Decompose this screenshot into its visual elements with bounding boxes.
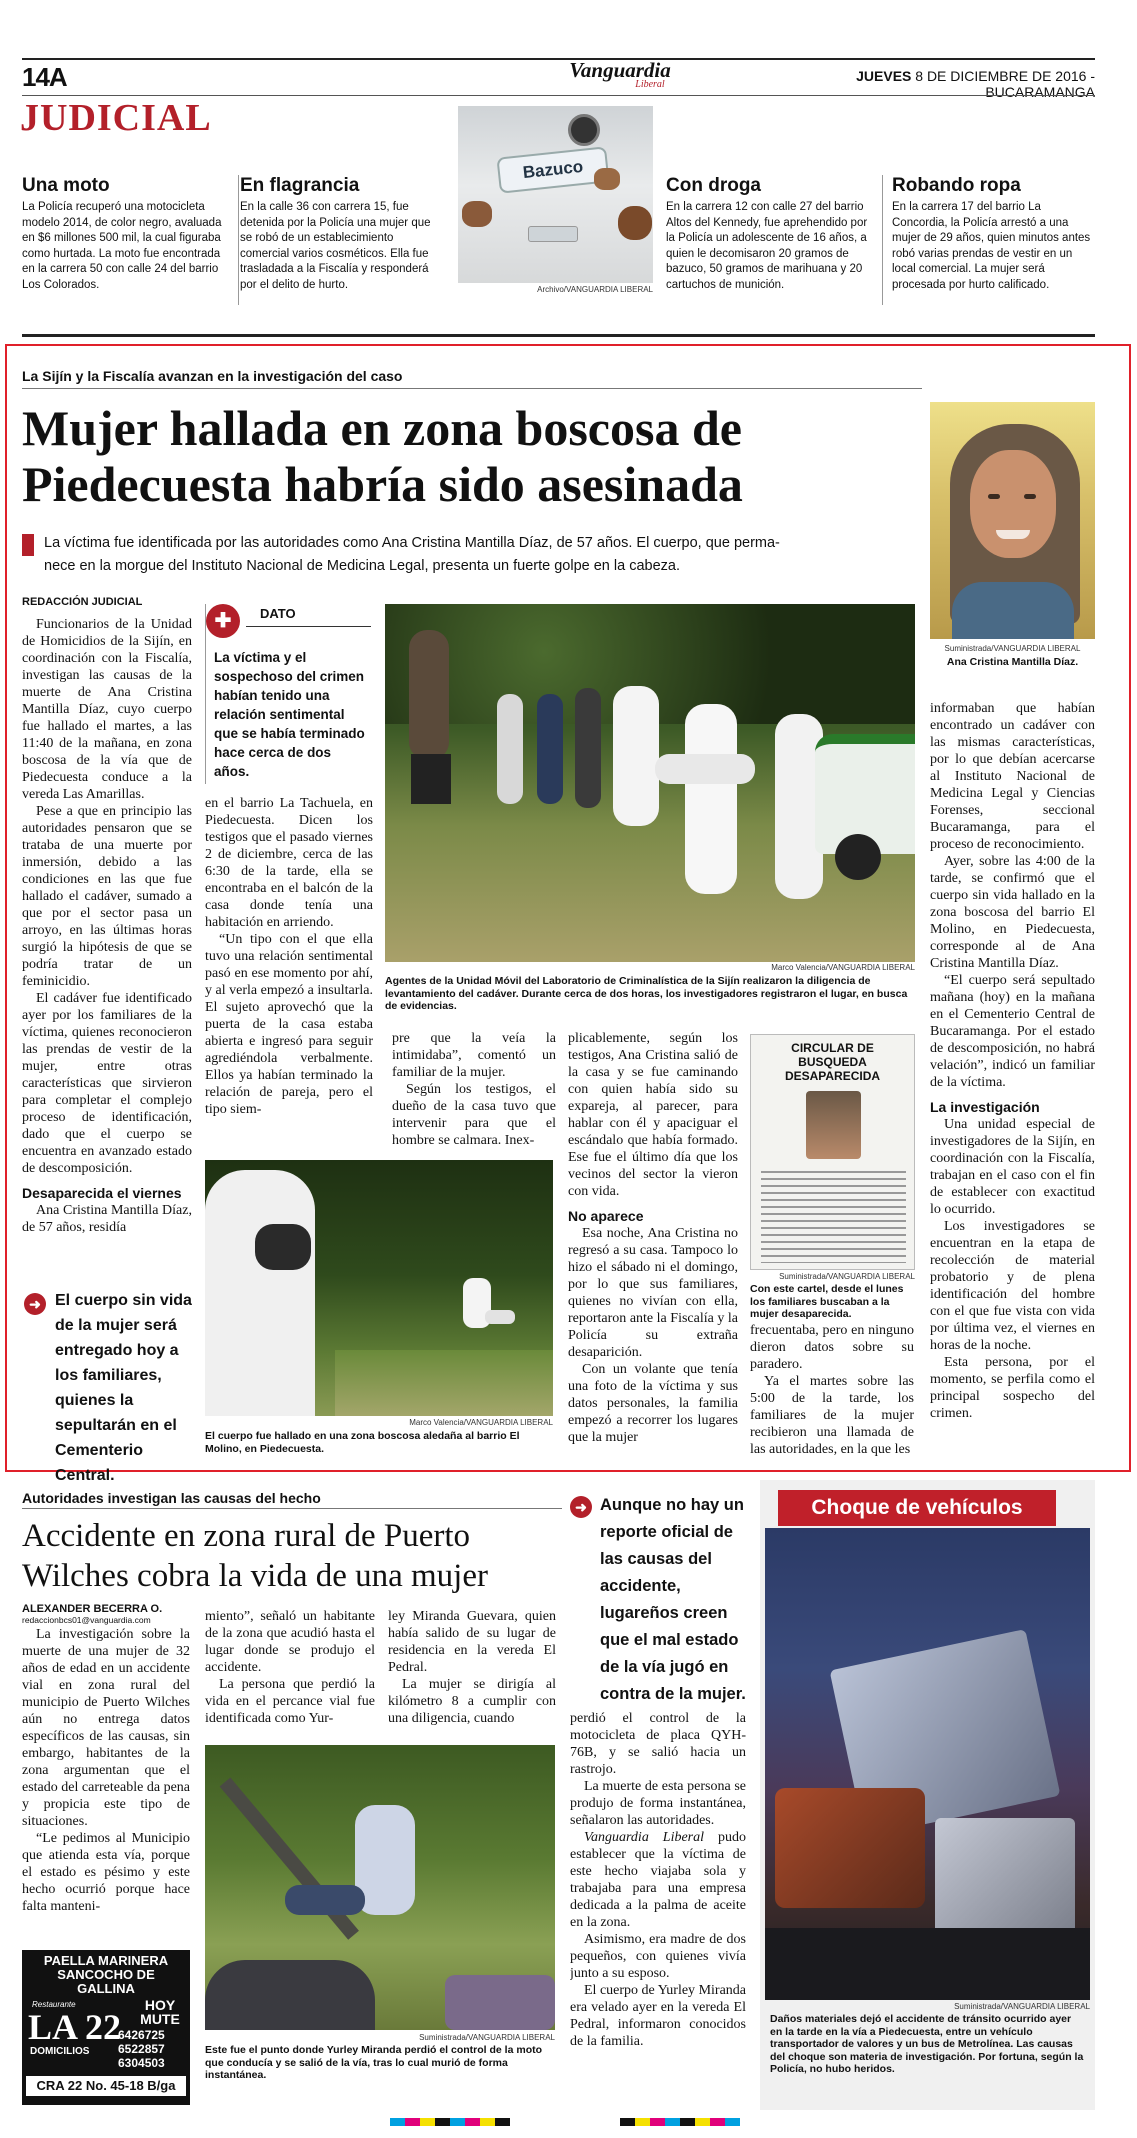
restaurant-ad[interactable]: PAELLA MARINERA SANCOCHO DE GALLINA Restaurante LA 22 DOMICILIOS HOY MUTE 6426725 6522857 6304503 CRA 22 No. 45-18 B/ga: [22, 1950, 190, 2105]
bazuco-photo: [458, 106, 653, 283]
page-number: 14A: [22, 62, 67, 92]
crash-photo: [765, 1528, 1090, 2000]
main-byline: REDACCIÓN JUDICIAL: [22, 596, 143, 608]
column-divider: [238, 175, 239, 305]
victim-portrait: [930, 402, 1095, 639]
second-column-1: La investigación sobre la muerte de una mujer de 32 años de edad en un accidente vial en zona rural del municipio de Puerto Wilches aún no entrega datos específicos de las causas, sin embargo, habitantes de la zona argumentan que el estado del carreteable da pena y propicia este tipo de situaciones. “Le pedimos al Municipio que atienda esta vía, porque el estado es pésimo y este hecho ocurrió porque hace falta manteni-: [22, 1627, 190, 1914]
second-column-2: miento”, señaló un habitante de la zona que acudió hasta el lugar donde se produjo el accidente. La persona que perdió la vida en el percance vial fue identificada como Yur-: [205, 1609, 375, 1726]
kicker-rule: [22, 388, 922, 389]
portrait-caption: Ana Cristina Mantilla Díaz.: [946, 656, 1079, 668]
info-icon: ✚: [206, 604, 240, 638]
second-photo-credit: Suministrada/VANGUARDIA LIBERAL: [419, 2033, 555, 2042]
forensic-suit: [613, 686, 659, 826]
main-column-5: frecuentaba, pero en ninguno dieron datos sobre su paradero. Ya el martes sobre las 5:00 de la tarde, los familiares de la mujer recibieron una llamada de las autoridades, en la que les: [750, 1323, 914, 1457]
main-column-2: en el barrio La Tachuela, en Piedecuesta. Dicen los testigos que el pasado viernes 2 de diciembre, cerca de las 6:30 de la tarde, ella se encontraba en el balcón de la casa donde tenía una habitación en arriendo. “Un tipo con el que ella tuvo una relación sentimental pasó en ese momento por ahí, y al verla empezó a insultarla. El sujeto aprovechó que la puerta de la casa estaba abierta e ingresó para seguir agrediéndola verbalmente. Ellos ya habían terminado la relación de pareja, pero el tipo siem-: [205, 796, 373, 1117]
brief-con-droga: Con droga En la carrera 12 con calle 27 del barrio Altos del Kennedy, fue aprehendido por la Policía un adolescente de 16 años, a quien le decomisaron 20 gramos de bazuco, 50 gramos de marihuana y 20 cartuchos de munición.: [666, 175, 868, 291]
masthead-logo: Vanguardia Liberal: [569, 58, 671, 90]
main-headline: Mujer hallada en zona boscosa de Piedecuesta habría sido asesinada: [22, 400, 743, 512]
column-divider: [882, 175, 883, 305]
crash-caption: Daños materiales dejó el accidente de tránsito ocurrido ayer en la tarde en la vía a Piedecuesta, entre un vehículo transportador de valores y un bus de Metrolínea. Las causas del choque son materia de investigación. Por fortuna, según la Policía, no hubo heridos.: [770, 2013, 1084, 2075]
photo1-caption: Agentes de la Unidad Móvil del Laboratorio de Criminalística de la Sijín realizaron la diligencia de levantamiento del cadáver. Durante cerca de dos horas, los investigadores registraron el lugar, en busca de evidencias.: [385, 975, 908, 1012]
ad-phones: 6426725 6522857 6304503: [118, 2028, 165, 2070]
crime-scene-photo: [385, 604, 915, 962]
issue-date: JUEVES 8 DE DICIEMBRE DE 2016 - BUCARAMANGA: [856, 68, 1095, 100]
second-kicker: Autoridades investigan las causas del hecho: [22, 1490, 321, 1506]
main-column-1: Funcionarios de la Unidad de Homicidios de la Sijín, en coordinación con la Fiscalía, investigan las causas de la muerte de Ana Cristina Mantilla Díaz, cuyo cuerpo fue hallado el martes, a las 11:40 de la mañana, en zona boscosa de la vía que de Piedecuesta conduce a la vereda Las Amarillas. Pese a que en principio las autoridades pensaron que se trataba de una muerte por inmersión, debido a las condiciones en las que fue hallado el cadáver, sumado a que por el sector pasa un arroyo, en las últimas horas surgió la hipótesis de que se podría tratar de un feminicidio. El cadáver fue identificado ayer por los familiares de la víctima, quienes reconocieron las prendas de vestir de la mujer, entre otras características que sirvieron para completar el complejo proceso de identificación, dado que el cuerpo se encuentra en avanzado estado de descomposición. Desaparecida el viernes Ana Cristina Mantilla Díaz, de 57 años, residía: [22, 617, 192, 1235]
brief-una-moto: Una moto La Policía recuperó una motocicleta modelo 2014, de color negro, avaluada en $6 millones 500 mil, la cual figuraba como hurtada. La moto fue encontrada en la carrera 50 con calle 24 del barrio Los Colorados.: [22, 175, 222, 291]
dato-box: ✚ DATO La víctima y el sospechoso del crimen habían tenido una relación sentimental que se había terminado hace cerca de dos años.: [205, 604, 370, 784]
flyer-credit: Suministrada/VANGUARDIA LIBERAL: [779, 1272, 915, 1281]
forensic-suit: [685, 704, 737, 894]
portrait-credit: Suministrada/VANGUARDIA LIBERAL: [944, 644, 1081, 653]
second-pull-quote: Aunque no hay un reporte oficial de las causas del accidente, lugareños creen que el mal estado de la vía jugó en contra de la mujer.: [600, 1496, 746, 1703]
briefs-bottom-rule: [22, 334, 1095, 337]
section-title: JUDICIAL: [20, 97, 212, 139]
header-underline: [22, 95, 1095, 96]
kicker-rule: [22, 1508, 562, 1509]
forensic-suit: [205, 1170, 315, 1416]
second-photo-caption: Este fue el punto donde Yurley Miranda perdió el control de la moto que conducía y se salió de la vía, tras lo cual murió de forma instantánea.: [205, 2044, 543, 2081]
lead-marker: [22, 534, 34, 556]
motorcycle: [205, 1960, 375, 2030]
main-column-4: plicablemente, según los testigos, Ana Cristina salió de la casa y se fue caminando con quien había sido su expareja, al parecer, para hablar con él y apaciguar el escándalo que había formado. Ese fue el último día que los vecinos del sector la vieron con vida. No aparece Esa noche, Ana Cristina no regresó a su casa. Tampoco lo hizo el sábado ni el domingo, por lo que sus familiares, quienes no vivían con ella, reportaron ante la Fiscalía y la Policía su extraña desaparición. Con un volante que tenía una foto de la víctima y sus datos personales, la familia empezó a recorrer los lugares que la mujer: [568, 1031, 738, 1445]
main-lead: La víctima fue identificada por las autoridades como Ana Cristina Mantilla Díaz, de 57 años. El cuerpo, que perma- nece en la morgue del Instituto Nacional de Medicina Legal, presenta un fuerte golpe en la cabeza.: [44, 535, 780, 574]
brief-en-flagrancia: En flagrancia En la calle 36 con carrera 15, fue detenida por la Policía una mujer que se robó de un establecimiento comercial varios cosméticos. Ella fue trasladada a la Fiscalía y responderá por el delito de hurto.: [240, 175, 431, 291]
crash-label: Choque de vehículos: [778, 1490, 1056, 1526]
second-column-3: ley Miranda Guevara, quien había salido de su lugar de residencia en la vereda El Pedral. La mujer se dirigía al kilómetro 8 a cumplir con una diligencia, cuando: [388, 1609, 556, 1726]
color-registration-bar: [390, 2118, 510, 2126]
respirator-mask: [255, 1224, 311, 1270]
flyer-caption: Con este cartel, desde el lunes los familiares buscaban a la mujer desaparecida.: [750, 1283, 904, 1320]
dato-text: La víctima y el sospechoso del crimen habían tenido una relación sentimental que se había terminado hace cerca de dos años.: [214, 650, 365, 779]
brief-robando-ropa: Robando ropa En la carrera 17 del barrio La Concordia, la Policía arrestó a una mujer de 29 años, quien minutos antes robó varias prendas de vestir en un local comercial. La mujer será procesada por hurto calificado.: [892, 175, 1091, 291]
flyer-photo: [806, 1091, 861, 1159]
bazuco-photo-credit: Archivo/VANGUARDIA LIBERAL: [537, 285, 653, 294]
crash-credit: Suministrada/VANGUARDIA LIBERAL: [954, 2002, 1090, 2011]
person-silhouette: [409, 630, 449, 760]
main-column-3: pre que la veía la intimidaba”, comentó un familiar de la mujer. Según los testigos, el dueño de la casa tuvo que intervenir para que el hombre se calmara. Inex-: [392, 1031, 556, 1148]
ad-hoy-mute: HOY MUTE: [140, 1997, 180, 2027]
photo2-caption: El cuerpo fue hallado en una zona boscosa aledaña al barrio El Molino, en Piedecuesta.: [205, 1430, 520, 1455]
second-column-4: perdió el control de la motocicleta de placa QYH-76B, y se salió hacia un rastrojo. La muerte de esta persona se produjo de forma instantánea, señalaron las autoridades. Vanguardia Liberal pudo establecer que la víctima de este hecho viajaba sola y trabajaba para una empresa dedicada a la palma de aceite en la zona. Asimismo, era madre de dos pequeños, con quienes vivía junto a su esposo. El cuerpo de Yurley Miranda era velado ayer en la vereda El Pedral, informaron conocidos de la familia.: [570, 1711, 746, 2049]
photo2-credit: Marco Valencia/VANGUARDIA LIBERAL: [409, 1418, 553, 1427]
arrow-right-icon: ➜: [24, 1293, 46, 1315]
accident-site-photo: [205, 1745, 555, 2030]
color-registration-bar: [620, 2118, 740, 2126]
missing-person-flyer: CIRCULAR DE BUSQUEDA DESAPARECIDA: [750, 1034, 915, 1270]
second-byline: ALEXANDER BECERRA O.: [22, 1603, 163, 1615]
arrow-right-icon: ➜: [570, 1496, 592, 1518]
bazuco-bag-label: Bazuco: [496, 146, 609, 193]
forest-photo: [205, 1160, 553, 1416]
flyer-text-lines: [761, 1171, 906, 1263]
police-badge-icon: [568, 114, 600, 146]
second-email: redaccionbcs01@vanguardia.com: [22, 1615, 151, 1625]
photo1-credit: Marco Valencia/VANGUARDIA LIBERAL: [771, 963, 915, 972]
main-column-6: informaban que habían encontrado un cadáver con las mismas características, por lo que debían acercarse al Instituto Nacional de Medicina Legal y Ciencias Forenses, seccional Bucaramanga, para el proceso de reconocimiento. Ayer, sobre las 4:00 de la tarde, se confirmó que el cuerpo sin vida hallado en la zona boscosa del barrio El Molino, en Piedecuesta, corresponde al de Ana Cristina Mantilla Díaz. “El cuerpo será sepultado mañana (hoy) en la mañana en el Cementerio Central de Bucaramanga. Por el estado de descomposición, no habrá velación”, indicó un familiar de la víctima. La investigación Una unidad especial de investigadores de la Sijín, en coordinación con la Fiscalía, trabajan en el caso con el fin de establecer con exactitud lo ocurrido. Los investigadores se encuentran en la etapa de recolección de material probatorio y de plena identificación del hombre con el que fue vista con vida por última vez, el viernes en horas de la noche. Esta persona, por el momento, se perfila como el principal sospecho del crimen.: [930, 701, 1095, 1421]
fallen-pole: [220, 1778, 359, 1940]
second-headline: Accidente en zona rural de Puerto Wilches cobra la vida de una mujer: [22, 1518, 488, 1594]
body-bag: [655, 754, 755, 784]
main-pull-quote: El cuerpo sin vida de la mujer será entregado hoy a los familiares, quienes la sepultarán en el Cementerio Central.: [55, 1292, 192, 1484]
main-kicker: La Sijín y la Fiscalía avanzan en la investigación del caso: [22, 368, 403, 384]
